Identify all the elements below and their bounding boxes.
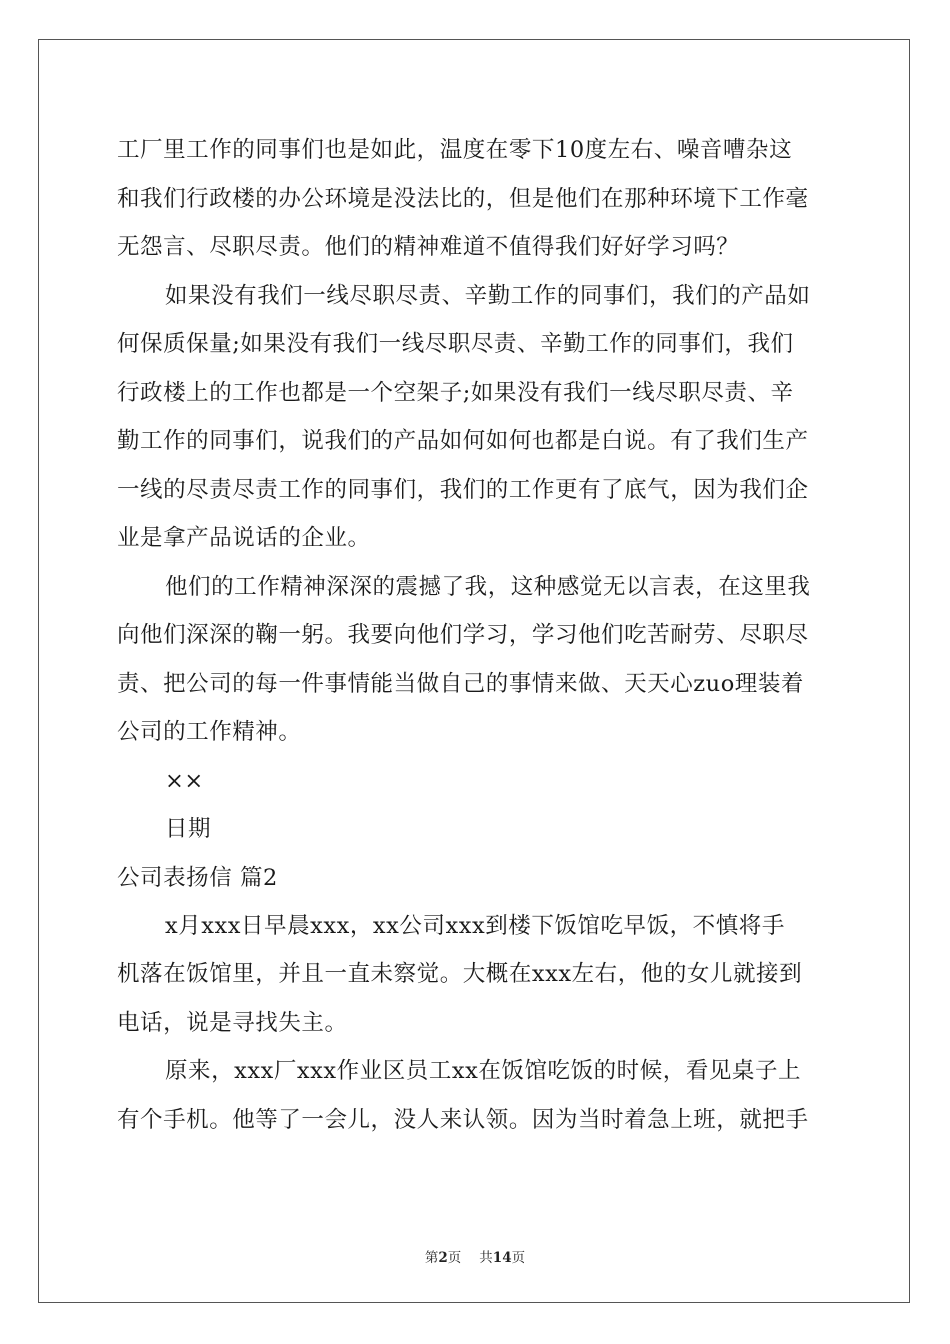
text-line: 原来，xxx厂xxx作业区员工xx在饭馆吃饭的时候，看见桌子上 — [165, 1058, 802, 1084]
text-line: 和我们行政楼的办公环境是没法比的，但是他们在那种环境下工作毫 — [117, 185, 809, 212]
paragraph-1 — [117, 126, 835, 272]
text-line: 勤工作的同事们，说我们的产品如何如何也都是白说。有了我们生产 — [117, 428, 809, 454]
paragraph-5 — [117, 1047, 835, 1144]
text-line: 公司的工作精神。 — [117, 719, 302, 745]
paragraph-3 — [117, 563, 835, 757]
date-label: 日期 — [165, 816, 212, 842]
footer-page-current: 2 — [438, 1250, 448, 1266]
text-line: 工厂里工作的同事们也是如此，温度在零下10度左右、噪音嘈杂这 — [117, 137, 793, 163]
text-line: 何保质保量;如果没有我们一线尽职尽责、辛勤工作的同事们，我们 — [117, 331, 794, 357]
footer-page-total: 14 — [492, 1250, 512, 1266]
footer-page-unit: 页 — [447, 1250, 462, 1266]
text-line: 他们的工作精神深深的震撼了我，这种感觉无以言表，在这里我 — [165, 573, 811, 600]
footer-page-prefix: 第 — [424, 1250, 439, 1266]
text-line: 机落在饭馆里，并且一直未察觉。大概在xxx左右，他的女儿就接到 — [117, 961, 803, 987]
text-line: 责、把公司的每一件事情能当做自己的事情来做、天天心zuo理装着 — [117, 670, 804, 697]
text-line: 无怨言、尽职尽责。他们的精神难道不值得我们好好学习吗？ — [117, 234, 740, 260]
text-line: 电话，说是寻找失主。 — [117, 1009, 348, 1036]
text-line: 行政楼上的工作也都是一个空架子;如果没有我们一线尽职尽责、辛 — [117, 379, 794, 406]
text-line: 业是拿产品说话的企业。 — [117, 525, 371, 551]
footer-total-unit: 页 — [511, 1250, 526, 1266]
text-line: 向他们深深的鞠一躬。我要向他们学习，学习他们吃苦耐劳、尽职尽 — [117, 622, 809, 648]
page-footer — [0, 1246, 950, 1266]
section-heading: 公司表扬信 篇2 — [117, 864, 278, 891]
signature: ×× — [165, 767, 204, 794]
document-body — [117, 126, 835, 1144]
paragraph-2 — [117, 272, 835, 563]
paragraph-4 — [117, 902, 835, 1048]
text-line: 如果没有我们一线尽职尽责、辛勤工作的同事们，我们的产品如 — [165, 282, 811, 309]
text-line: 一线的尽责尽责工作的同事们，我们的工作更有了底气，因为我们企 — [117, 476, 809, 503]
text-line: 有个手机。他等了一会儿，没人来认领。因为当时着急上班，就把手 — [117, 1106, 809, 1133]
footer-total-prefix: 共 — [479, 1250, 493, 1266]
text-line: x月xxx日早晨xxx，xx公司xxx到楼下饭馆吃早饭，不慎将手 — [165, 912, 785, 939]
